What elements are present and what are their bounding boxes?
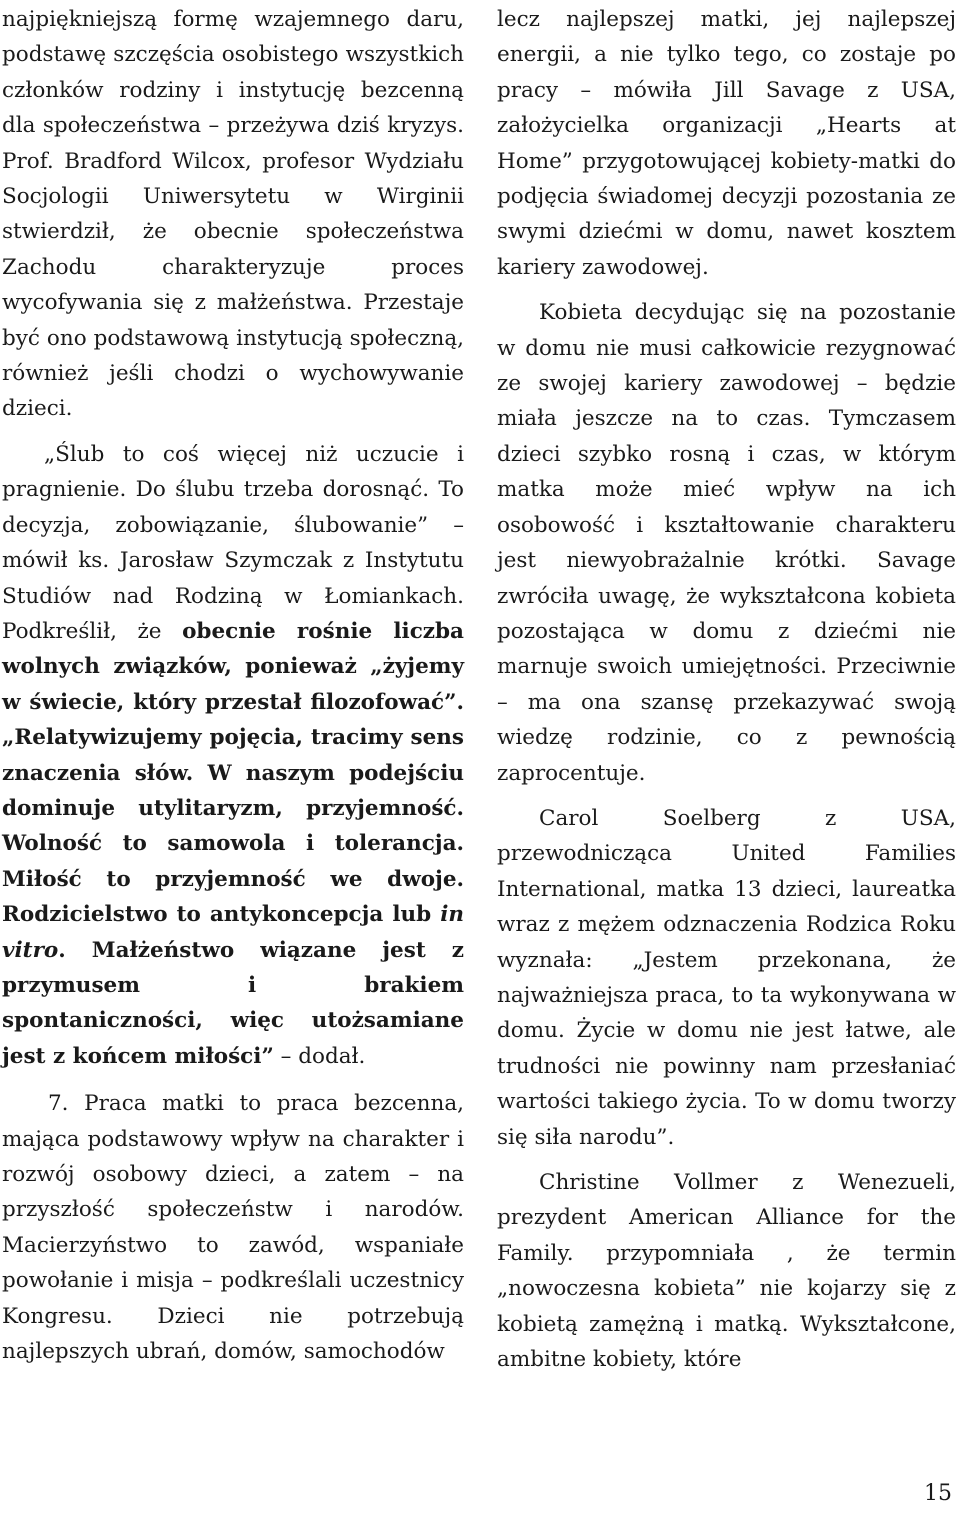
paragraph-carol-soelberg: Carol Soelberg z USA, przewodnicząca United Families International, matka 13 dzieci, laureatka wraz z mężem odznaczenia Rodzica Roku wyznała: „Jestem przekonana, że najważniejsza praca, to ta wykonywana w domu. Życie w domu nie jest łatwe, ale trudności nie powinny nam przesłaniać wartości takiego życia. To w domu tworzy się siła narodu”. [497, 805, 956, 1150]
right-column [497, 2, 956, 1377]
quote-italic-in-vitro: in vitro [2, 902, 464, 963]
quote-bold-part-2: . Małżeństwo wiązane jest z przymusem i brakiem spontaniczności, więc utożsamiane jest z końcem miłości” [2, 937, 464, 1069]
quote-intro: „Ślub to coś więcej niż uczucie i pragnienie. Do ślubu trzeba dorosnąć. To decyzja, zobowiązanie, ślubowanie” – mówił ks. Jarosław Szymczak z Instytutu Studiów nad Rodziną w Łomiankach. Podkreślił, że [2, 441, 464, 644]
left-column [2, 2, 464, 1369]
paragraph-szymczak-quote [2, 437, 464, 1074]
quote-bold-part-1: obecnie rośnie liczba wolnych związków, ponieważ „żyjemy w świecie, który przestał filozofować”. „Relatywizujemy pojęcia, tracimy sens znaczenia słów. W naszym podejściu dominuje utylitaryzm, przyjemność. Wolność to samowola i tolerancja. Miłość to przyjemność we dwoje. Rodzicielstwo to antykoncepcja lub [2, 618, 464, 928]
paragraph-point-7: 7. Praca matki to praca bezcenna, mająca podstawowy wpływ na charakter i rozwój osobowy dzieci, a zatem – na przyszłość społeczeństw i narodów. Macierzyństwo to zawód, wspaniałe powołanie i misja – podkreślali uczestnicy Kongresu. Dzieci nie potrzebują najlepszych ubrań, domów, samochodów [2, 1091, 464, 1365]
quote-ending: – dodał. [273, 1043, 366, 1069]
paragraph-jill-savage: lecz najlepszej matki, jej najlepszej energii, a nie tylko tego, co zostaje po pracy – mówiła Jill Savage z USA, założycielka organizacji „Hearts at Home” przygotowującej kobiety-matki do podjęcia świadomej decyzji pozostania ze swymi dziećmi w domu, nawet kosztem kariery zawodowej. [497, 7, 956, 280]
paragraph-christine-vollmer: Christine Vollmer z Wenezueli, prezydent American Alliance for the Family. przypomniała , że termin „nowoczesna kobieta” nie kojarzy się z kobietą zamężną i matką. Wykształcone, ambitne kobiety, które [497, 1170, 956, 1373]
paragraph-career-choice: Kobieta decydując się na pozostanie w domu nie musi całkowicie rezygnować ze swojej kariery zawodowej – będzie miała jeszcze na to czas. Tymczasem dzieci szybko rosną i czas, w którym matka może mieć wpływ na ich osobowość i kształtowanie charakteru jest niewyobrażalnie krótki. Savage zwróciła uwagę, że wykształcona kobieta pozostająca w domu z dziećmi nie marnuje swoich umiejętności. Przeciwnie – ma ona szansę przekazywać swoją wiedzę rodzinie, co z pewnością zaprocentuje. [497, 300, 956, 786]
page-number: 15 [924, 1481, 952, 1506]
paragraph-marriage-crisis: najpiękniejszą formę wzajemnego daru, podstawę szczęścia osobistego wszystkich członków rodziny i instytucję bezcenną dla społeczeństwa – przeżywa dziś kryzys. Prof. Bradford Wilcox, profesor Wydziału Socjologii Uniwersytetu w Wirginii stwierdził, że obecnie społeczeństwa Zachodu charakteryzuje proces wycofywania się z małżeństwa. Przestaje być ono podstawową instytucją społeczną, również jeśli chodzi o wychowywanie dzieci. [2, 7, 464, 422]
